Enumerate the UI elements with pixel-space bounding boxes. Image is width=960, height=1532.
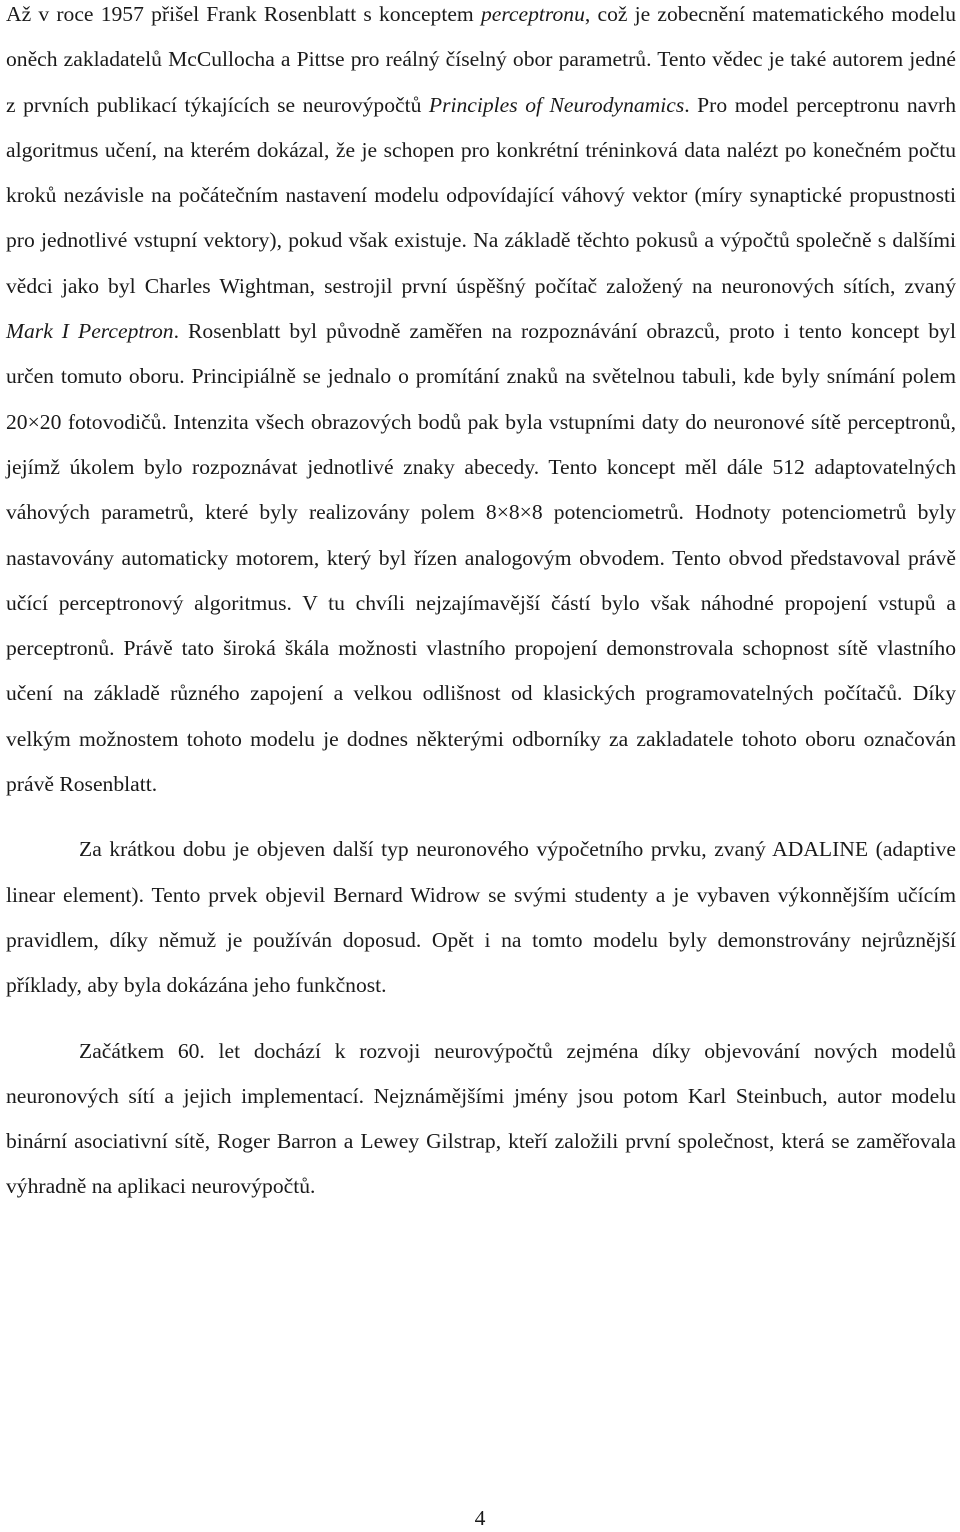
text-segment: . Pro model perceptronu navrh algoritmus učení, na kterém dokázal, že je schopen pro konkrétní tréninková data nalézt po konečném počtu kroků nezávisle na počátečním nastavení modelu odpovídající váhový vektor (míry synaptické propustnosti pro jednotlivé vstupní vektory), pokud však existuje. Na základě těchto pokusů a výpočtů společně s dalšími vědci jako byl Charles Wightman, sestrojil první úspěšný počítač založený na neuronových sítích, zvaný [6, 92, 956, 298]
italic-text-segment: Principles of Neurodynamics [428, 92, 685, 117]
italic-text-segment: perceptronu [480, 2, 585, 26]
paragraph-sixties [6, 1029, 956, 1210]
document-page [6, 0, 956, 1210]
text-segment: Až v roce 1957 přišel Frank Rosenblatt s konceptem [6, 2, 481, 26]
paragraph-adaline [6, 827, 956, 1008]
text-segment: . Rosenblatt byl původně zaměřen na rozpoznávání obrazců, proto i tento koncept byl určen tomuto oboru. Principiálně se jednalo o promítání znaků na světelnou tabuli, kde byly snímání polem 20×20 fotovodičů. Intenzita všech obrazových bodů pak byla vstupními daty do neuronové sítě perceptronů, jejímž úkolem bylo rozpoznávat jednotlivé znaky abecedy. Tento koncept měl dále 512 adaptovatelných váhových parametrů, které byly realizovány polem 8×8×8 potenciometrů. Hodnoty potenciometrů byly nastavovány automaticky motorem, který byl řízen analogovým obvodem. Tento obvod představoval právě učící perceptronový algoritmus. V tu chvíli nejzajímavější částí bylo však náhodné propojení vstupů a perceptronů. Právě tato široká škála možnosti vlastního propojení demonstrovala schopnost sítě vlastního učení na základě různého zapojení a velkou odlišnost od klasických programovatelných počítačů. Díky velkým možnostem tohoto modelu je dodnes některými odborníky za zakladatele tohoto oboru označován právě Rosenblatt. [6, 319, 956, 797]
paragraph-rosenblatt [6, 0, 956, 807]
italic-text-segment: Mark I Perceptron [6, 319, 174, 344]
text-segment: Začátkem 60. let dochází k rozvoji neurovýpočtů zejména díky objevování nových modelů neuronových sítí a jejich implementací. Nejznámějšími jmény jsou potom Karl Steinbuch, autor modelu binární asociativní sítě, Roger Barron a Lewey Gilstrap, kteří založili první společnost, která se zaměřovala výhradně na aplikaci neurovýpočtů. [6, 1038, 956, 1199]
text-segment: , což je zobecnění matematického modelu oněch zakladatelů McCullocha a Pittse pro reálný číselný obor parametrů. Tento vědec je také autorem jedné z prvních publikací týkajících se neurovýpočtů [6, 2, 957, 117]
page-number: 4 [474, 1506, 486, 1530]
text-segment: Za krátkou dobu je objeven další typ neuronového výpočetního prvku, zvaný ADALINE (adaptive linear element). Tento prvek objevil Bernard Widrow se svými studenty a je vybaven výkonnějším učícím pravidlem, díky němuž je používán doposud. Opět i na tomto modelu byly demonstrovány nejrůznější příklady, aby byla dokázána jeho funkčnost. [6, 837, 956, 998]
